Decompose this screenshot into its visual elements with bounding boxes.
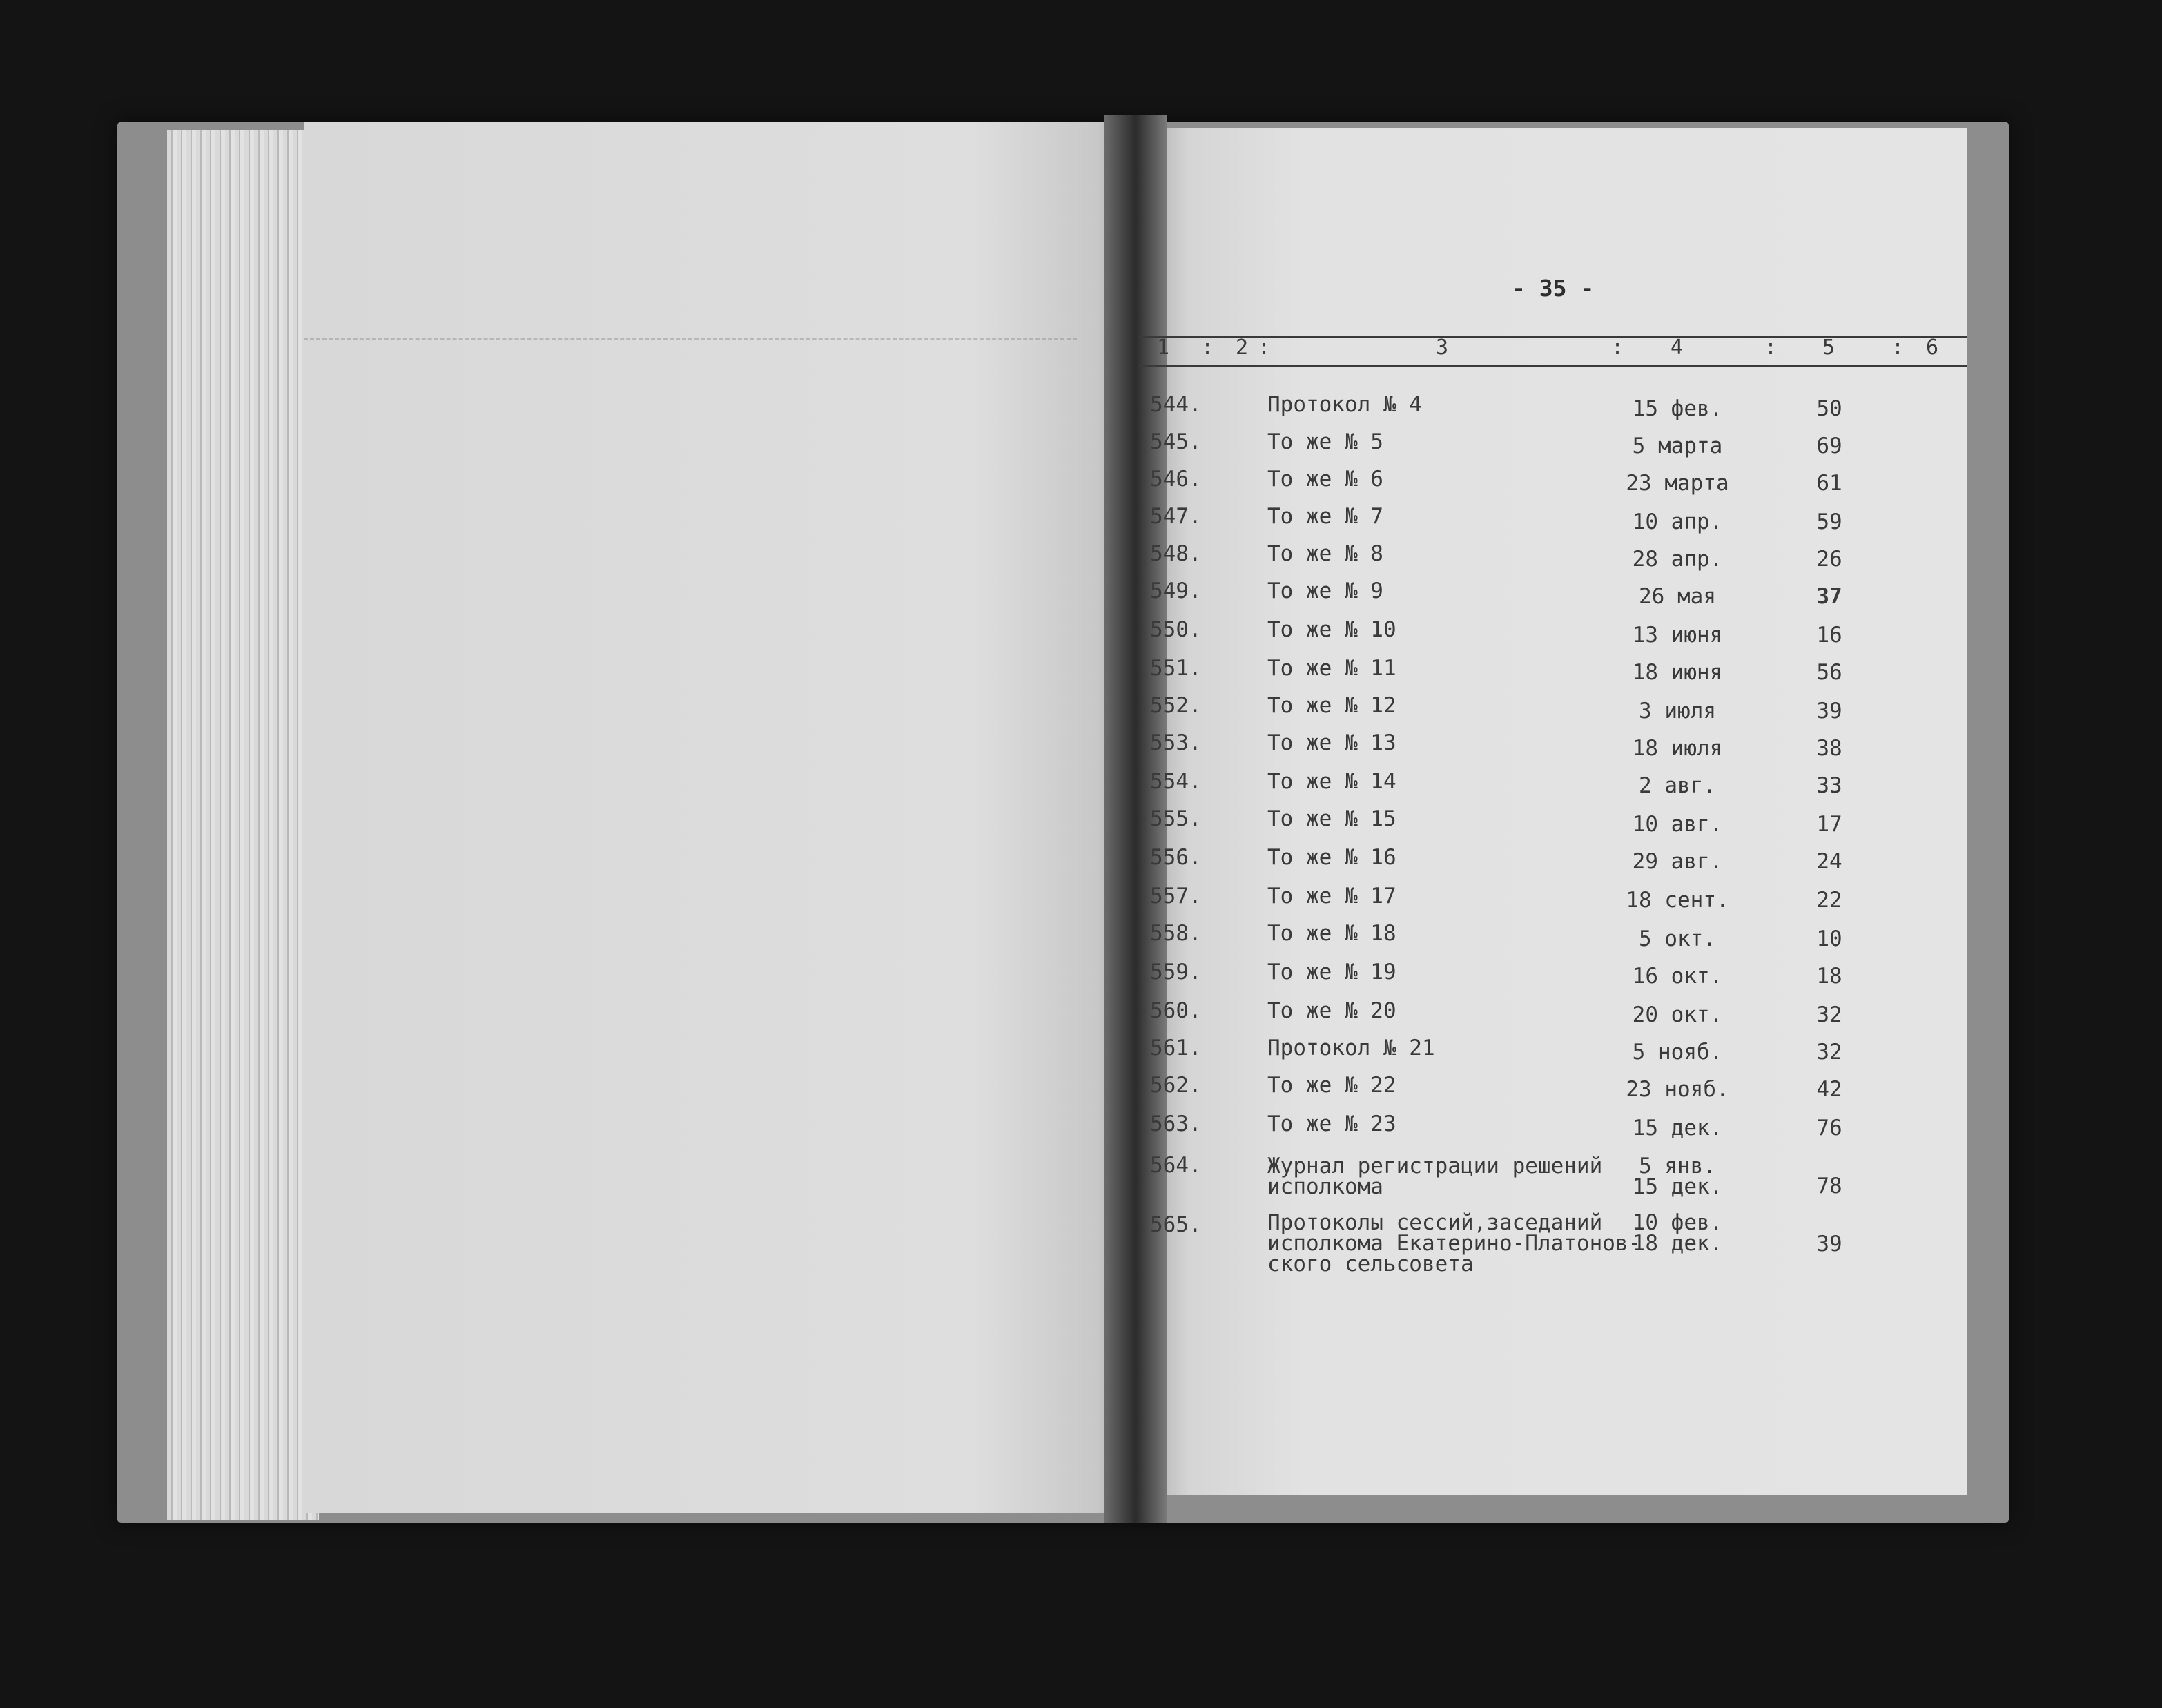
- row-number: 546.: [1150, 467, 1202, 492]
- header-col1: 1: [1157, 336, 1170, 360]
- header-col2: 2: [1236, 336, 1249, 360]
- page-stack-edge: [167, 130, 319, 1520]
- header-col5: 5: [1822, 336, 1835, 360]
- row-title: Протокол № 4: [1267, 392, 1422, 417]
- row-date: 5 нояб.: [1632, 1040, 1723, 1065]
- row-number: 557.: [1150, 884, 1202, 909]
- row-title: То же № 7: [1267, 504, 1383, 529]
- table-header-bottom-rule: [1139, 365, 1967, 367]
- row-title: То же № 14: [1267, 769, 1396, 794]
- row-title: То же № 15: [1267, 806, 1396, 831]
- row-date: 23 марта: [1626, 471, 1729, 496]
- row-title: То же № 23: [1267, 1112, 1396, 1136]
- row-number: 550.: [1150, 617, 1202, 642]
- row-number: 553.: [1150, 730, 1202, 755]
- row-title: То же № 20: [1267, 998, 1396, 1023]
- row-date: 18 июня: [1632, 660, 1723, 685]
- row-date: 13 июня: [1632, 623, 1723, 648]
- row-number: 563.: [1150, 1112, 1202, 1136]
- row-number: 562.: [1150, 1073, 1202, 1098]
- row-number: 559.: [1150, 960, 1202, 984]
- header-sep: :: [1891, 336, 1905, 360]
- row-title: То же № 17: [1267, 884, 1396, 909]
- header-sep: :: [1258, 336, 1271, 360]
- row-date: 3 июля: [1639, 699, 1716, 724]
- row-date-range: 5 янв. 15 дек.: [1632, 1154, 1723, 1199]
- row-date: 28 апр.: [1632, 547, 1723, 572]
- row-title: То же № 9: [1267, 579, 1383, 603]
- row-count: 24: [1816, 849, 1842, 874]
- page-number: - 35 -: [1512, 275, 1595, 302]
- row-title: То же № 5: [1267, 429, 1383, 454]
- row-count: 32: [1816, 1040, 1842, 1065]
- row-title: То же № 19: [1267, 960, 1396, 984]
- row-title: Протокол № 21: [1267, 1036, 1435, 1060]
- row-count: 18: [1816, 964, 1842, 989]
- row-count: 33: [1816, 773, 1842, 798]
- row-count: 69: [1816, 434, 1842, 458]
- row-number: 560.: [1150, 998, 1202, 1023]
- left-page-bleed-through-rule: [304, 338, 1077, 340]
- row-title: То же № 11: [1267, 656, 1396, 681]
- row-date: 16 окт.: [1632, 964, 1723, 989]
- row-number: 544.: [1150, 392, 1202, 417]
- row-title: То же № 16: [1267, 845, 1396, 870]
- row-title: То же № 6: [1267, 467, 1383, 492]
- row-count: 50: [1816, 396, 1842, 421]
- row-number: 547.: [1150, 504, 1202, 529]
- row-number: 565.: [1150, 1212, 1202, 1237]
- row-date: 2 авг.: [1639, 773, 1716, 798]
- row-number: 558.: [1150, 921, 1202, 946]
- header-sep: :: [1611, 336, 1624, 360]
- row-count: 17: [1816, 812, 1842, 837]
- row-date: 10 апр.: [1632, 510, 1723, 534]
- row-count: 59: [1816, 510, 1842, 534]
- header-col4: 4: [1671, 336, 1684, 360]
- row-title: То же № 18: [1267, 921, 1396, 946]
- row-number: 555.: [1150, 806, 1202, 831]
- row-date: 15 фев.: [1632, 396, 1723, 421]
- row-number: 551.: [1150, 656, 1202, 681]
- row-count: 78: [1816, 1174, 1842, 1198]
- row-number: 552.: [1150, 693, 1202, 718]
- row-count: 38: [1816, 736, 1842, 761]
- row-count: 32: [1816, 1002, 1842, 1027]
- row-title: То же № 8: [1267, 541, 1383, 566]
- row-number: 548.: [1150, 541, 1202, 566]
- row-date: 10 авг.: [1632, 812, 1723, 837]
- row-number: 564.: [1150, 1153, 1202, 1178]
- row-date: 18 июля: [1632, 736, 1723, 761]
- row-date-range: 10 фев. 18 дек.: [1632, 1210, 1723, 1256]
- header-sep: :: [1764, 336, 1778, 360]
- header-col6: 6: [1926, 336, 1939, 360]
- row-date: 23 нояб.: [1626, 1077, 1729, 1102]
- row-date: 5 окт.: [1639, 926, 1716, 951]
- row-number: 554.: [1150, 769, 1202, 794]
- row-title: То же № 12: [1267, 693, 1396, 718]
- row-count: 42: [1816, 1077, 1842, 1102]
- header-sep: :: [1201, 336, 1214, 360]
- row-title: Журнал регистрации решений исполкома: [1267, 1154, 1603, 1199]
- row-count: 39: [1816, 1232, 1842, 1256]
- row-count: 16: [1816, 623, 1842, 648]
- row-count: 26: [1816, 547, 1842, 572]
- row-date: 18 сент.: [1626, 888, 1729, 913]
- row-count: 39: [1816, 699, 1842, 724]
- row-date: 20 окт.: [1632, 1002, 1723, 1027]
- row-date: 26 мая: [1639, 584, 1716, 609]
- row-number: 545.: [1150, 429, 1202, 454]
- row-count: 61: [1816, 471, 1842, 496]
- row-title: То же № 22: [1267, 1073, 1396, 1098]
- row-date: 15 дек.: [1632, 1116, 1723, 1141]
- row-count: 37: [1816, 584, 1842, 609]
- row-title: То же № 13: [1267, 730, 1396, 755]
- row-count: 76: [1816, 1116, 1842, 1141]
- row-number: 556.: [1150, 845, 1202, 870]
- row-count: 56: [1816, 660, 1842, 685]
- row-count: 22: [1816, 888, 1842, 913]
- header-col3: 3: [1436, 336, 1449, 360]
- row-date: 5 марта: [1632, 434, 1723, 458]
- row-date: 29 авг.: [1632, 849, 1723, 874]
- row-title: Протоколы сессий,заседаний исполкома Екатерино-Платонов- ского сельсовета: [1267, 1210, 1642, 1277]
- left-page-blank: [304, 122, 1139, 1513]
- row-count: 10: [1816, 926, 1842, 951]
- row-number: 549.: [1150, 579, 1202, 603]
- row-title: То же № 10: [1267, 617, 1396, 642]
- row-number: 561.: [1150, 1036, 1202, 1060]
